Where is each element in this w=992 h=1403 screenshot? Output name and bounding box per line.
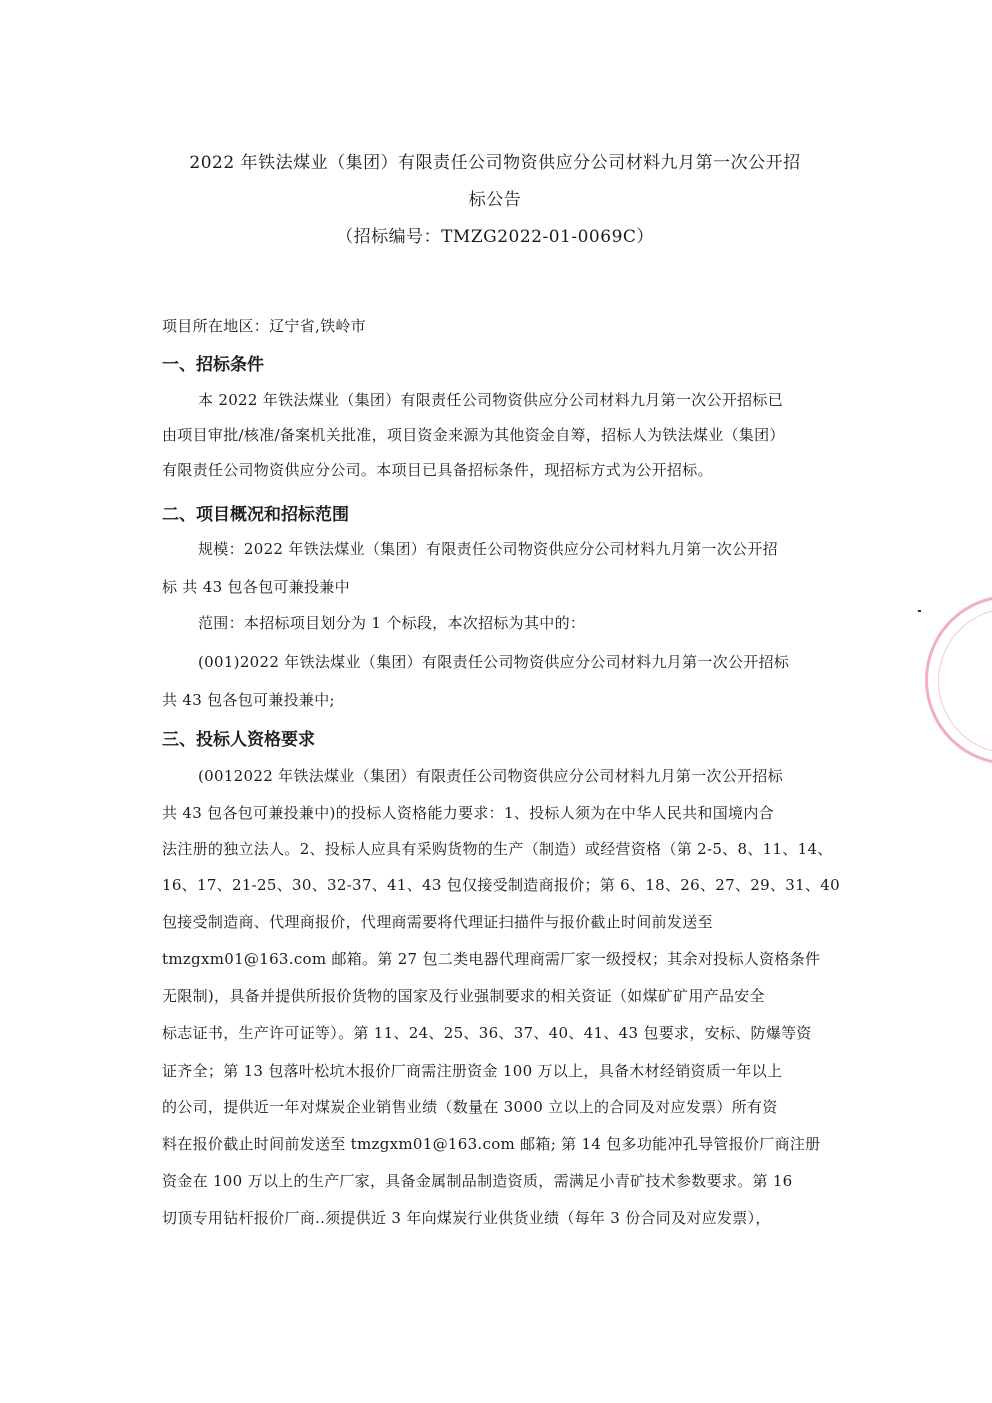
- scan-speck: [918, 610, 921, 612]
- section3-line: 的公司，提供近一年对煤炭企业销售业绩（数量在 3000 立以上的合同及对应发票）所有资: [162, 1098, 778, 1116]
- section2-line: 标 共 43 包各包可兼投兼中: [162, 578, 350, 596]
- section1-line: 由项目审批/核准/备案机关批准，项目资金来源为其他资金自筹，招标人为铁法煤业（集团）: [162, 426, 785, 444]
- section2-line: 规模：2022 年铁法煤业（集团）有限责任公司物资供应分公司材料九月第一次公开招: [198, 540, 778, 558]
- section1-line: 本 2022 年铁法煤业（集团）有限责任公司物资供应分公司材料九月第一次公开招标已: [198, 391, 784, 409]
- section2-line: (001)2022 年铁法煤业（集团）有限责任公司物资供应分公司材料九月第一次公开招标: [198, 653, 790, 671]
- seal-inner-ring: [938, 608, 992, 754]
- document-title-line2: 标公告: [468, 190, 522, 210]
- section3-line: 共 43 包各包可兼投兼中)的投标人资格能力要求：1、投标人须为在中华人民共和国境内合: [162, 804, 774, 822]
- official-seal-stamp: [925, 595, 992, 765]
- section1-heading: 一、招标条件: [162, 355, 264, 375]
- section2-line: 共 43 包各包可兼投兼中;: [162, 691, 335, 709]
- project-location: 项目所在地区：辽宁省,铁岭市: [162, 317, 366, 335]
- section3-line: 料在报价截止时间前发送至 tmzgxm01@163.com 邮箱; 第 14 包多功能冲孔导管报价厂商注册: [162, 1135, 821, 1153]
- section3-line: 切顶专用钻杆报价厂商..须提供近 3 年向煤炭行业供货业绩（每年 3 份合同及对应发票），: [162, 1209, 771, 1227]
- section3-line: 标志证书，生产许可证等）。第 11、24、25、36、37、40、41、43 包要求，安标、防爆等资: [162, 1024, 812, 1042]
- section3-line: tmzgxm01@163.com 邮箱。第 27 包二类电器代理商需厂家一级授权；其余对投标人资格条件: [162, 950, 821, 968]
- section3-line: 法注册的独立法人。2、投标人应具有采购货物的生产（制造）或经营资格（第 2-5、8、11、14、: [162, 840, 833, 858]
- section3-line: 16、17、21-25、30、32-37、41、43 包仅接受制造商报价；第 6、18、26、27、29、31、40: [162, 876, 840, 894]
- tender-code: （招标编号：TMZG2022-01-0069C）: [336, 227, 654, 247]
- section3-line: 无限制)，具备并提供所报价货物的国家及行业强制要求的相关资证（如煤矿矿用产品安全: [162, 987, 765, 1005]
- section3-line: 资金在 100 万以上的生产厂家，具备金属制品制造资质，需满足小青矿技术参数要求。第 16: [162, 1172, 793, 1190]
- document-title-line1: 2022 年铁法煤业（集团）有限责任公司物资供应分公司材料九月第一次公开招: [189, 153, 801, 173]
- section2-line: 范围：本招标项目划分为 1 个标段，本次招标为其中的：: [198, 614, 586, 632]
- section3-line: 证齐全；第 13 包落叶松坑木报价厂商需注册资金 100 万以上，具备木材经销资质一年以上: [162, 1062, 783, 1080]
- section3-line: (0012022 年铁法煤业（集团）有限责任公司物资供应分公司材料九月第一次公开招标: [198, 767, 784, 785]
- section2-heading: 二、项目概况和招标范围: [162, 505, 349, 525]
- section3-heading: 三、投标人资格要求: [162, 730, 315, 750]
- section1-line: 有限责任公司物资供应分公司。本项目已具备招标条件，现招标方式为公开招标。: [162, 461, 713, 479]
- section3-line: 包接受制造商、代理商报价，代理商需要将代理证扫描件与报价截止时间前发送至: [162, 913, 713, 931]
